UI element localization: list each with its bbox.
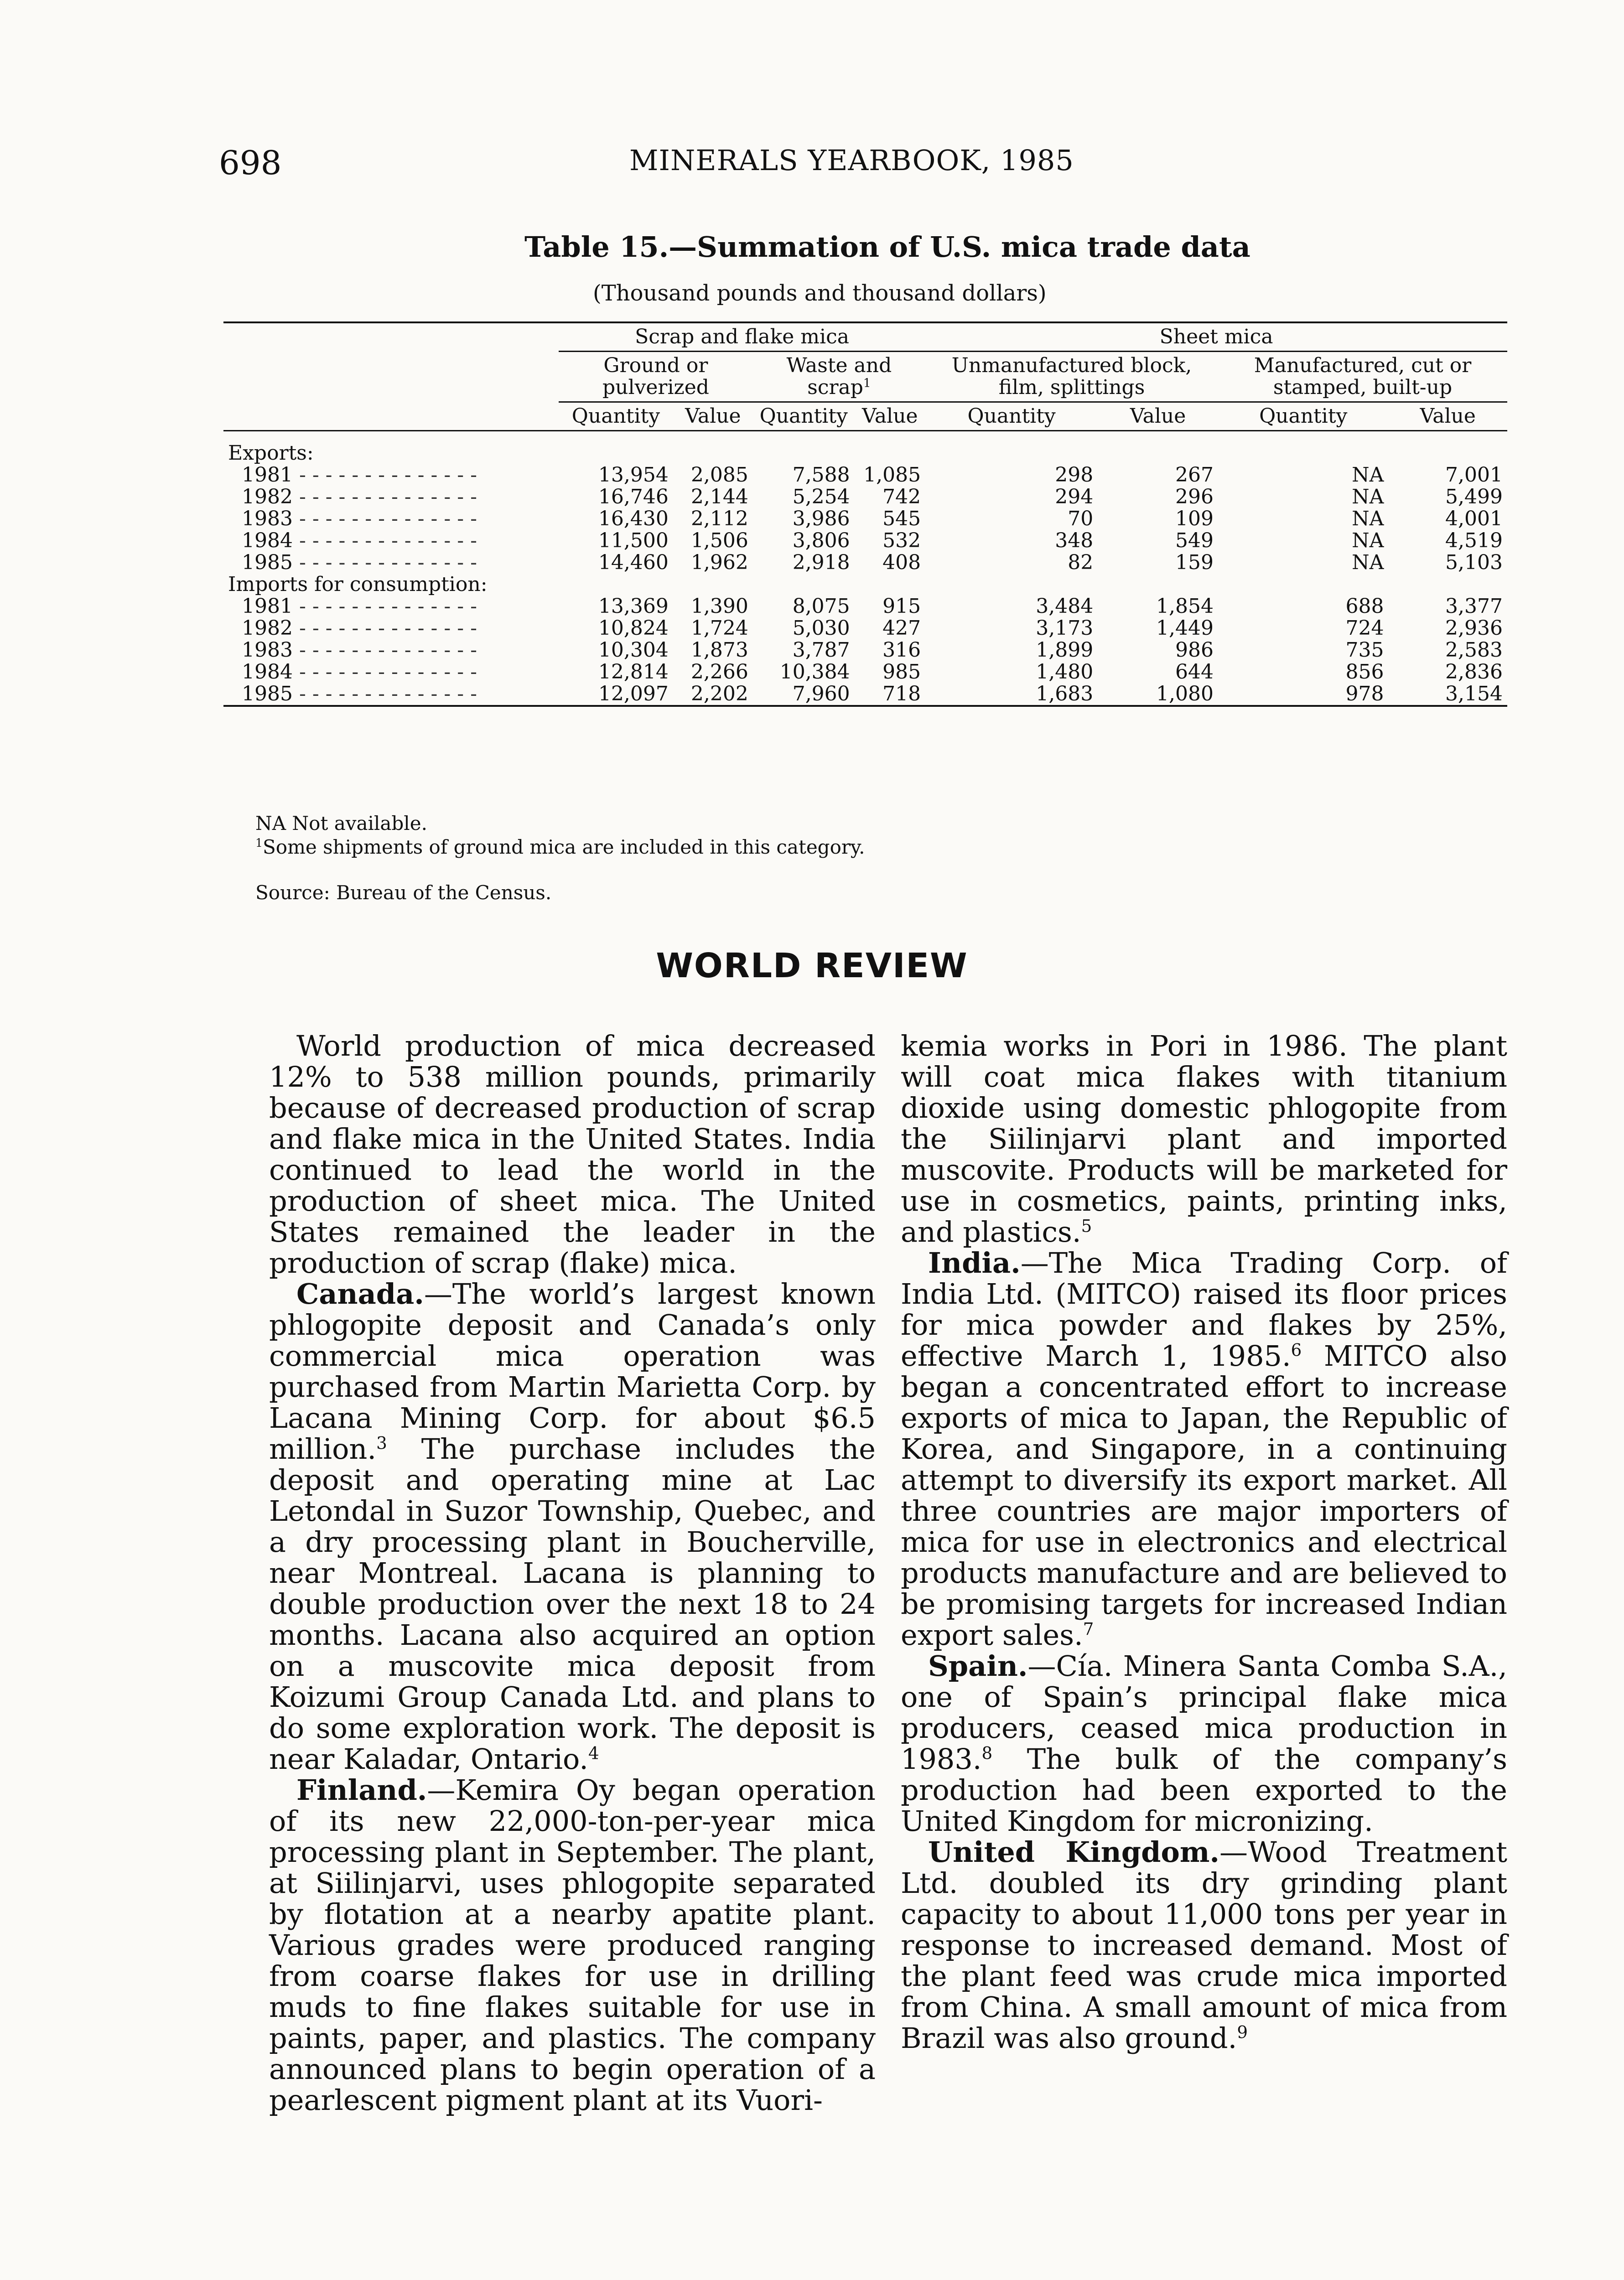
- table-cell: 70: [1068, 507, 1094, 530]
- table-cell: 10,384: [779, 660, 850, 684]
- table-cell: 10,304: [598, 638, 669, 662]
- table-cell: 3,377: [1445, 595, 1503, 618]
- table-cell: 16,746: [598, 485, 669, 508]
- table-cell: 5,254: [792, 485, 850, 508]
- col-quantity: Quantity: [1218, 402, 1388, 431]
- section-label: Exports:: [228, 441, 314, 465]
- table-cell: 3,484: [1036, 595, 1094, 618]
- paragraph-finland-cont: kemia works in Pori in 1986. The plant will coat mica flakes with titanium dioxide using domestic phlogopite from the Siilinjarvi plant and imported muscovite. Products will be marketed for use in cosmetics, paints, printing inks, and plastics.$^5$: [901, 1029, 1507, 1249]
- row-year: 1982 - - -: [223, 486, 559, 508]
- col-value: Value: [673, 402, 753, 431]
- paragraph-canada: Canada.—The world’s largest known phlogopite deposit and Canada’s only commercial mica operation was purchased from Martin Marietta Corp. by Lacana Mining Corp. for about $6.5 million.$^3$ The purchase includes the deposit and operating mine at Lac Letondal in Suzor Township, Quebec, and a dry processing plant in Boucherville, near Montreal. Lacana is planning to double production over the next 18 to 24 months. Lacana also acquired an option on a muscovite mica deposit from Koizumi Group Canada Ltd. and plans to do some exploration work. The deposit is near Kaladar, Ontario.$^4$: [269, 1277, 876, 1776]
- table-cell: 14,460: [598, 551, 669, 574]
- table-cell: 13,954: [598, 463, 669, 487]
- text-column-left: [269, 1031, 876, 2116]
- table-cell: 644: [1175, 660, 1214, 684]
- subheader-waste: Waste and scrap$^1$: [753, 352, 925, 402]
- table-cell: 1,683: [925, 683, 1098, 706]
- page-header: [219, 144, 1450, 189]
- table-cell: 2,936: [1445, 617, 1503, 640]
- table-cell: 856: [1345, 660, 1384, 684]
- country-heading: Finland.: [296, 1773, 427, 1807]
- table-cell: 2,918: [792, 551, 850, 574]
- row-year: 1982 - - -: [223, 617, 559, 639]
- table-cell: 915: [882, 595, 921, 618]
- table-cell: 2,836: [1445, 660, 1503, 684]
- col-value: Value: [855, 402, 925, 431]
- table-cell: 978: [1218, 683, 1388, 706]
- table-row: [223, 508, 1507, 530]
- table-cell: 545: [882, 507, 921, 530]
- table-cell: 316: [882, 638, 921, 662]
- table-cell: 724: [1345, 617, 1384, 640]
- section-label: Imports for consumption:: [228, 573, 488, 596]
- table-cell: 267: [1175, 463, 1214, 487]
- table-cell: 3,173: [1036, 617, 1094, 640]
- table-cell: 7,588: [792, 463, 850, 487]
- table-cell: 7,001: [1445, 463, 1503, 487]
- table-cell: 16,430: [598, 507, 669, 530]
- country-heading: India.: [928, 1246, 1021, 1280]
- row-year: 1983 - - -: [223, 639, 559, 661]
- row-year: 1985 - - -: [223, 683, 559, 706]
- footnote-1: $^1$Some shipments of ground mica are included in this category.: [255, 836, 865, 858]
- table-row: [223, 464, 1507, 486]
- source-note: Source: Bureau of the Census.: [255, 881, 552, 904]
- table-row: [223, 596, 1507, 617]
- col-value: Value: [1098, 402, 1218, 431]
- table-cell: 1,962: [690, 551, 748, 574]
- table-cell: NA: [1352, 529, 1384, 552]
- row-year: 1981 - - -: [223, 596, 559, 617]
- table-cell: 348: [1055, 529, 1094, 552]
- table-cell: 2,085: [690, 463, 748, 487]
- table-cell: 159: [1175, 551, 1214, 574]
- table-cell: 1,873: [690, 638, 748, 662]
- table-cell: 742: [882, 485, 921, 508]
- group-header-scrap-flake: Scrap and flake mica: [559, 322, 925, 352]
- table-cell: NA: [1352, 485, 1384, 508]
- table-cell: 2,266: [690, 660, 748, 684]
- table-row: [223, 683, 1507, 706]
- paragraph-spain: Spain.—Cía. Minera Santa Comba S.A., one of Spain’s principal flake mica producers, ceased mica production in 1983.$^8$ The bulk of the company’s production had been exported to the United Kingdom for micronizing.: [901, 1649, 1507, 1838]
- table-cell: 4,519: [1445, 529, 1503, 552]
- table-cell: 408: [882, 551, 921, 574]
- table-row: [223, 617, 1507, 639]
- table-cell: NA: [1352, 551, 1384, 574]
- table-cell: 688: [1345, 595, 1384, 618]
- table-cell: 12,814: [598, 660, 669, 684]
- table-cell: 296: [1175, 485, 1214, 508]
- table-body: [223, 431, 1507, 706]
- table-cell: 12,097: [559, 683, 673, 706]
- table-cell: 11,500: [598, 529, 669, 552]
- table-subtitle: (Thousand pounds and thousand dollars): [593, 280, 1047, 306]
- table-cell: 1,080: [1098, 683, 1218, 706]
- paragraph: World production of mica decreased 12% to 538 million pounds, primarily because of decreased production of scrap and flake mica in the United States. India continued to lead the world in the production of sheet mica. The United States remained the leader in the production of scrap (flake) mica.: [269, 1029, 876, 1280]
- table-cell: 549: [1175, 529, 1214, 552]
- table-cell: 294: [1055, 485, 1094, 508]
- table-cell: 1,480: [1036, 660, 1094, 684]
- paragraph-india: India.—The Mica Trading Corp. of India Ltd. (MITCO) raised its floor prices for mica powder and flakes by 25%, effective March 1, 1985.$^6$ MITCO also began a concentrated effort to increase exports of mica to Japan, the Republic of Korea, and Singapore, in a continuing attempt to diversify its export market. All three countries are major importers of mica for use in electronics and electrical products manufacture and are believed to be promising targets for increased Indian export sales.$^7$: [901, 1246, 1507, 1652]
- table-cell: 5,103: [1445, 551, 1503, 574]
- table-cell: 2,202: [673, 683, 753, 706]
- table-row: [223, 661, 1507, 683]
- table-cell: 109: [1175, 507, 1214, 530]
- table-cell: 298: [1055, 463, 1094, 487]
- country-heading: United Kingdom.: [928, 1835, 1220, 1869]
- row-year: 1983 - - -: [223, 508, 559, 530]
- table-cell: 3,787: [792, 638, 850, 662]
- table-cell: 7,960: [753, 683, 855, 706]
- table-cell: 3,986: [792, 507, 850, 530]
- subheader-ground: Ground or pulverized: [559, 352, 753, 402]
- table-row: [223, 552, 1507, 574]
- table-cell: 10,824: [598, 617, 669, 640]
- col-value: Value: [1388, 402, 1507, 431]
- subheader-manufactured: Manufactured, cut or stamped, built-up: [1218, 352, 1507, 402]
- col-quantity: Quantity: [925, 402, 1098, 431]
- table-cell: 82: [1068, 551, 1094, 574]
- table-cell: 13,369: [598, 595, 669, 618]
- table-cell: NA: [1352, 463, 1384, 487]
- table-cell: 718: [855, 683, 925, 706]
- table-cell: 4,001: [1445, 507, 1503, 530]
- table-row: [223, 639, 1507, 661]
- text-column-right: [901, 1031, 1507, 2054]
- table-row: [223, 530, 1507, 552]
- table-notes: [255, 812, 865, 905]
- table-row: [223, 486, 1507, 508]
- col-quantity: Quantity: [559, 402, 673, 431]
- table-cell: 1,506: [690, 529, 748, 552]
- table-cell: 427: [882, 617, 921, 640]
- table-cell: 735: [1345, 638, 1384, 662]
- paragraph-uk: United Kingdom.—Wood Treatment Ltd. doubled its dry grinding plant capacity to about 11,000 tons per year in response to increased demand. Most of the plant feed was crude mica imported from China. A small amount of mica from Brazil was also ground.$^9$: [901, 1835, 1507, 2055]
- table-cell: 8,075: [792, 595, 850, 618]
- table-cell: 1,854: [1156, 595, 1214, 618]
- table-cell: 2,144: [690, 485, 748, 508]
- row-year: 1985 - - -: [223, 552, 559, 574]
- table-title: Table 15.—Summation of U.S. mica trade data: [524, 230, 1250, 264]
- section-label-row: [223, 574, 1507, 596]
- subheader-unmanufactured: Unmanufactured block, film, splittings: [925, 352, 1218, 402]
- table-cell: 1,390: [690, 595, 748, 618]
- table-cell: 1,449: [1156, 617, 1214, 640]
- country-heading: Canada.: [296, 1277, 424, 1311]
- page-number: 698: [219, 144, 282, 182]
- row-year: 1984 - - -: [223, 530, 559, 552]
- table-cell: 3,806: [792, 529, 850, 552]
- table-cell: 1,085: [863, 463, 921, 487]
- mica-trade-table: [223, 321, 1507, 707]
- section-label-row: [223, 442, 1507, 464]
- na-note: NA Not available.: [255, 812, 427, 834]
- table-cell: 986: [1175, 638, 1214, 662]
- col-quantity: Quantity: [753, 402, 855, 431]
- row-year: 1984 - - -: [223, 661, 559, 683]
- table-cell: 5,030: [792, 617, 850, 640]
- table-cell: 3,154: [1388, 683, 1507, 706]
- country-heading: Spain.: [928, 1649, 1028, 1683]
- table-cell: NA: [1352, 507, 1384, 530]
- section-heading: WORLD REVIEW: [656, 946, 968, 985]
- table-cell: 1,899: [1036, 638, 1094, 662]
- row-year: 1981 - - -: [223, 464, 559, 486]
- table-cell: 2,583: [1445, 638, 1503, 662]
- group-header-sheet: Sheet mica: [925, 322, 1507, 352]
- table-cell: 985: [882, 660, 921, 684]
- table-cell: 5,499: [1445, 485, 1503, 508]
- running-head: MINERALS YEARBOOK, 1985: [629, 144, 1074, 177]
- paragraph-finland: Finland.—Kemira Oy began operation of its new 22,000-ton-per-year mica processing plant in September. The plant, at Siilinjarvi, uses phlogopite separated by flotation at a nearby apatite plant. Various grades were produced ranging from coarse flakes for use in drilling muds to fine flakes suitable for use in paints, paper, and plastics. The company announced plans to begin operation of a pearlescent pigment plant at its Vuori-: [269, 1773, 876, 2117]
- table-cell: 532: [882, 529, 921, 552]
- row-label-header: [223, 322, 559, 352]
- table-cell: 2,112: [690, 507, 748, 530]
- table-cell: 1,724: [690, 617, 748, 640]
